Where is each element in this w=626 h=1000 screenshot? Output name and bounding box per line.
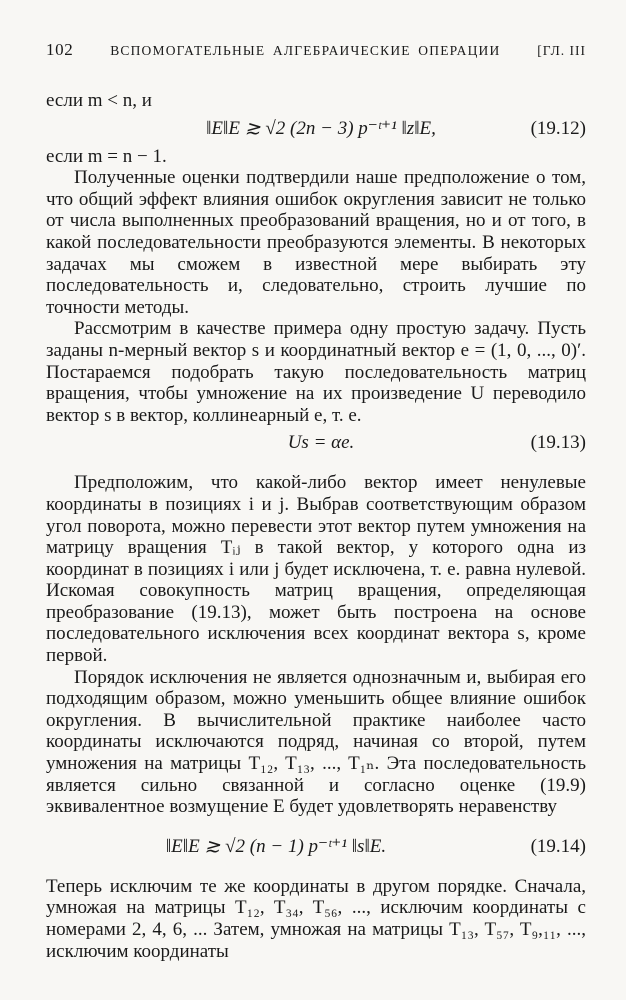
running-header — [46, 40, 586, 60]
text-line: если m = n − 1. — [46, 145, 167, 167]
equation-19-13 — [46, 426, 586, 460]
equation-number: (19.13) — [530, 432, 586, 454]
spacer — [46, 460, 586, 472]
running-title: ВСПОМОГАТЕЛЬНЫЕ АЛГЕБРАИЧЕСКИЕ ОПЕРАЦИИ — [110, 43, 501, 58]
equation-19-14 — [46, 830, 586, 864]
page-number: 102 — [46, 40, 74, 59]
equation-formula: ‖E‖E ≳ √2 (n − 1) p⁻ᵗ⁺¹ ‖s‖E. — [165, 835, 387, 857]
paragraph: Порядок исключения не является однозначным и, выбирая его подходящим образом, можно уменьшить общее влияние ошибок округления. В вычислительной практике наиболее часто координаты исключаются подряд, начиная со второй, путем умножения на матрицы T₁₂, T₁₃, ..., T₁ₙ. Эта последовательность является сильно связанной и согласно оценке (19.9) эквивалентное возмущение E будет удовлетворять неравенству — [46, 666, 586, 818]
equation-number: (19.14) — [530, 835, 586, 857]
paragraph: Предположим, что какой-либо вектор имеет ненулевые координаты в позициях i и j. Выбрав соответствующим образом угол поворота, можно перевести этот вектор путем умножения на матрицу вращения Tᵢⱼ в такой вектор, у которого одна из координат в позициях i или j будет исключена, т. е. равна нулевой. Искомая совокупность матриц вращения, определяющая преобразование (19.13), может быть построена на основе последовательного исключения всех координат вектора s, кроме первой. — [46, 472, 586, 667]
paragraph: Теперь исключим те же координаты в другом порядке. Сначала, умножая на матрицы T₁₂, T₃₄, T₅₆, ..., исключим координаты с номерами 2, 4, 6, ... Затем, умножая на матрицы T₁₃, T₅₇, T₉,₁₁, ..., исключим координаты — [46, 875, 586, 962]
text-line: если m < n, и — [46, 90, 152, 111]
spacer — [46, 864, 586, 876]
chapter-label: [ГЛ. III — [537, 43, 586, 58]
equation-19-12 — [46, 112, 586, 146]
equation-formula: Us = αe. — [287, 432, 355, 454]
paragraph: Полученные оценки подтвердили наше предположение о том, что общий эффект влияния ошибок округления зависит не только от числа выполненных преобразований вращения, но и от того, в какой последовательности преобразуются элементы. В некоторых задачах мы сможем в известной мере выбирать эту последовательность и, следовательно, строить лучшие по точности методы. — [46, 167, 586, 318]
page-body — [46, 90, 586, 962]
paragraph: Рассмотрим в качестве примера одну простую задачу. Пусть заданы n-мерный вектор s и координатный вектор e = (1, 0, ..., 0)′. Постараемся подобрать такую последовательность матриц вращения, чтобы умножение на их произведение U переводило вектор s в вектор, коллинеарный e, т. е. — [46, 318, 586, 426]
equation-formula: ‖E‖E ≳ √2 (2n − 3) p⁻ᵗ⁺¹ ‖z‖E, — [206, 117, 436, 139]
spacer — [46, 818, 586, 830]
equation-number: (19.12) — [530, 117, 586, 139]
